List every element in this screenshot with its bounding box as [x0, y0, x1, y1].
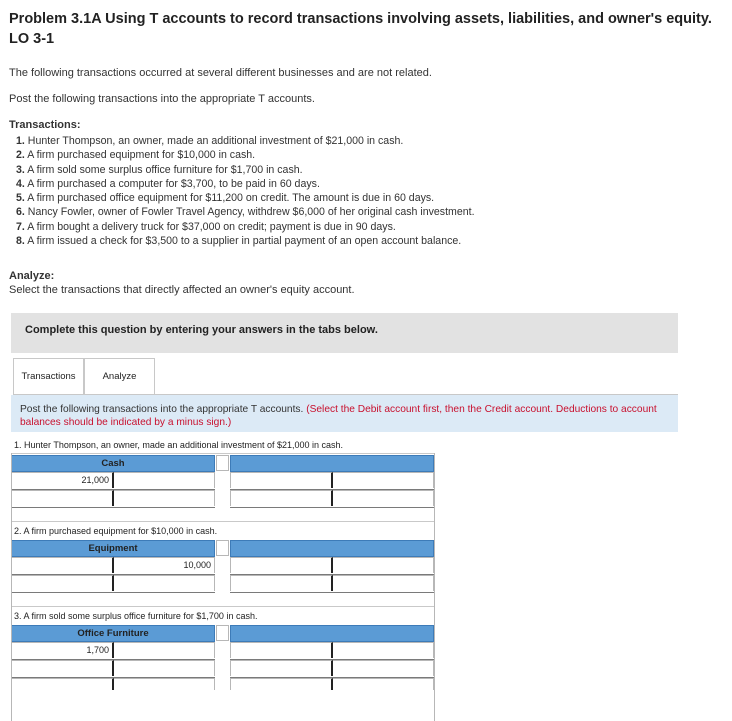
- divider: [11, 453, 434, 454]
- debit-total-input[interactable]: [230, 575, 333, 591]
- credit-total-input[interactable]: [114, 660, 215, 676]
- credit-input[interactable]: [114, 472, 215, 488]
- analyze-text: Select the transactions that directly affected an owner's equity account.: [9, 284, 355, 296]
- credit-total-input[interactable]: [114, 575, 215, 591]
- t-account-second: [230, 540, 434, 593]
- intro-text: The following transactions occurred at several different businesses and are not related.: [9, 67, 432, 79]
- debit-total-input[interactable]: [230, 490, 333, 506]
- post-instruction-box: [11, 395, 678, 432]
- account-name-select[interactable]: [230, 455, 434, 472]
- credit-extra: [333, 678, 434, 690]
- list-item: 3. A firm sold some surplus office furniture for $1,700 in cash.: [16, 163, 303, 176]
- account-name-select[interactable]: [230, 625, 434, 642]
- page-title: Problem 3.1A Using T accounts to record transactions involving assets, liabilities, and owner's equity. LO 3-1: [9, 11, 712, 47]
- list-item: 7. A firm bought a delivery truck for $37,000 on credit; payment is due in 90 days.: [16, 220, 396, 233]
- divider: [11, 606, 434, 607]
- list-item: 1. Hunter Thompson, an owner, made an additional investment of $21,000 in cash.: [16, 135, 404, 147]
- list-item: 2. A firm purchased equipment for $10,000 in cash.: [16, 149, 256, 162]
- panel-right-border: [434, 453, 435, 721]
- account-name[interactable]: Office Furniture: [11, 625, 215, 642]
- credit-extra: [114, 678, 215, 690]
- account-name[interactable]: Equipment: [11, 540, 215, 557]
- list-item: 4. A firm purchased a computer for $3,700, to be paid in 60 days.: [16, 177, 320, 190]
- debit-input[interactable]: [11, 557, 114, 573]
- credit-input[interactable]: [333, 557, 434, 573]
- tab-transactions[interactable]: Transactions: [13, 358, 84, 395]
- list-item: 5. A firm purchased office equipment for $11,200 on credit. The amount is due in 60 days.: [16, 192, 435, 205]
- credit-input[interactable]: [333, 472, 434, 488]
- debit-extra: [11, 678, 114, 690]
- t-account-office-furniture: [11, 625, 215, 690]
- credit-input[interactable]: [114, 642, 215, 658]
- banner-text: Complete this question by entering your answers in the tabs below.: [25, 324, 378, 336]
- credit-input[interactable]: [333, 642, 434, 658]
- tab-analyze[interactable]: Analyze: [84, 358, 155, 395]
- instructions-banner: [11, 313, 678, 353]
- post-instruction-text: Post the following transactions into the appropriate T accounts.: [9, 93, 315, 105]
- list-item: 6. Nancy Fowler, owner of Fowler Travel Agency, withdrew $6,000 of her original cash investment.: [16, 206, 475, 219]
- credit-total-input[interactable]: [333, 660, 434, 676]
- debit-total-input[interactable]: [11, 575, 114, 591]
- account-name-select[interactable]: [230, 540, 434, 557]
- t-account-second: [230, 455, 434, 508]
- divider: [11, 521, 434, 522]
- question-3-text: 3. A firm sold some surplus office furniture for $1,700 in cash.: [14, 611, 258, 621]
- debit-input[interactable]: [230, 642, 333, 658]
- question-2-text: 2. A firm purchased equipment for $10,000 in cash.: [14, 526, 218, 536]
- debit-extra: [230, 678, 333, 690]
- t-account-spacer: [216, 455, 229, 471]
- credit-input[interactable]: 10,000: [114, 557, 215, 573]
- t-account-spacer: [216, 625, 229, 641]
- debit-total-input[interactable]: [230, 660, 333, 676]
- debit-input[interactable]: 21,000: [11, 472, 114, 488]
- credit-total-input[interactable]: [333, 575, 434, 591]
- account-name[interactable]: Cash: [11, 455, 215, 472]
- t-account-equipment: [11, 540, 215, 593]
- instruction-note: (Select the Debit account first, then the Credit account. Deductions to account balances should be indicated by a minus sign.): [20, 404, 657, 428]
- t-account-cash: [11, 455, 215, 508]
- credit-total-input[interactable]: [333, 490, 434, 506]
- transactions-list: [16, 134, 475, 248]
- credit-total-input[interactable]: [114, 490, 215, 506]
- debit-total-input[interactable]: [11, 660, 114, 676]
- debit-input[interactable]: [230, 557, 333, 573]
- list-item: 8. A firm issued a check for $3,500 to a supplier in partial payment of an open account balance.: [16, 235, 462, 248]
- question-1-text: 1. Hunter Thompson, an owner, made an additional investment of $21,000 in cash.: [14, 440, 344, 450]
- transactions-heading: Transactions:: [9, 119, 81, 131]
- instruction-text: Post the following transactions into the appropriate T accounts.: [20, 404, 304, 415]
- analyze-heading: Analyze:: [9, 270, 55, 282]
- t-account-spacer: [216, 540, 229, 556]
- debit-total-input[interactable]: [11, 490, 114, 506]
- debit-input[interactable]: [230, 472, 333, 488]
- t-account-second: [230, 625, 434, 690]
- panel-left-border: [11, 453, 12, 721]
- debit-input[interactable]: 1,700: [11, 642, 114, 658]
